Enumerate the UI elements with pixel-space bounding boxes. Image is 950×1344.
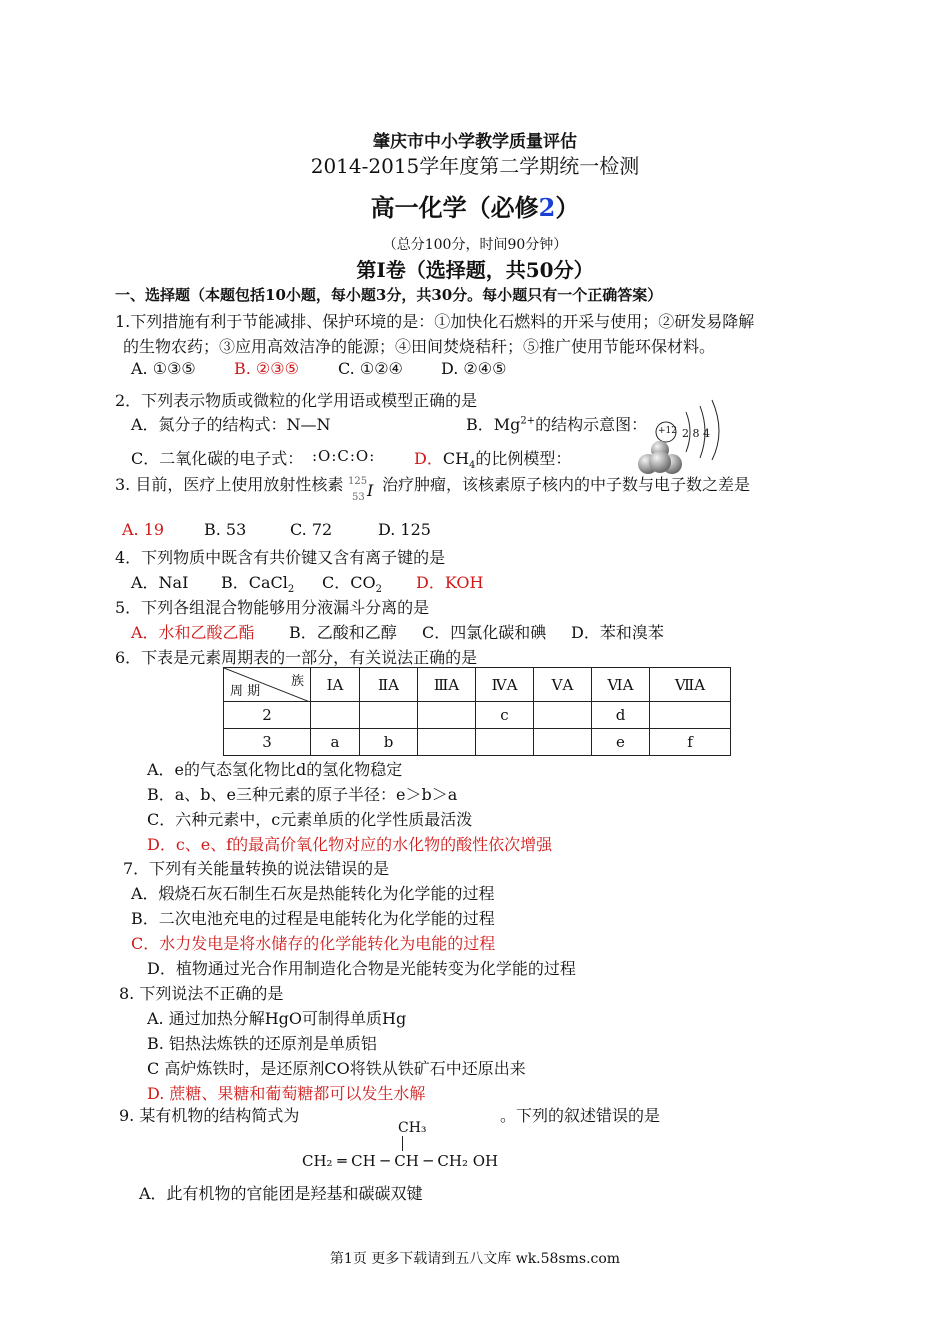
table-header: ⅣA	[476, 668, 534, 702]
q4-option-b	[221, 570, 294, 595]
q5-option-c: C．四氯化碳和碘	[422, 623, 547, 642]
q5-option-b: B．乙酸和乙醇	[289, 623, 397, 642]
table-header: ⅤA	[534, 668, 592, 702]
q2-option-a: A．氮分子的结构式：N—N	[131, 415, 331, 434]
q2-option-b-pre: B．Mg	[466, 415, 521, 434]
q2-option-b-post: 的结构示意图：	[535, 415, 648, 434]
q4-option-b-pre: B．CaCl	[221, 573, 288, 592]
element-cell	[418, 729, 476, 756]
table-header: ⅥA	[592, 668, 650, 702]
table-header: IA	[311, 668, 360, 702]
q9-option-a: A．此有机物的官能团是羟基和碳碳双键	[139, 1184, 423, 1203]
q3-element-symbol: I	[367, 481, 374, 500]
term-title: 2014-2015学年度第二学期统一检测	[310, 154, 640, 178]
page-footer: 第1页 更多下载请到五八文库 wk.58sms.com	[329, 1251, 621, 1267]
q3-option-a: A. 19	[122, 520, 165, 539]
mg-nucleus-charge: +12	[658, 426, 677, 436]
element-cell: c	[476, 702, 534, 729]
element-cell	[311, 702, 360, 729]
table-header: ⅡA	[360, 668, 418, 702]
q4-option-c-pre: C．CO	[322, 573, 376, 592]
q6-option-c: C．六种元素中，c元素单质的化学性质最活泼	[147, 810, 473, 829]
q9-carbon-chain: CH₂ ═ CH ─ CH ─ CH₂ OH	[302, 1152, 499, 1170]
element-cell	[534, 702, 592, 729]
q8-option-d: D. 蔗糖、果糖和葡萄糖都可以发生水解	[147, 1084, 426, 1103]
periodic-table	[223, 667, 731, 756]
period-cell: 3	[224, 729, 311, 756]
subject-suffix: ）	[555, 193, 580, 222]
element-cell	[360, 702, 418, 729]
q1-option-c: C. ①②④	[338, 359, 403, 378]
q1-option-d: D. ②④⑤	[441, 359, 507, 378]
co2-electron-formula: :O:C:O:	[312, 447, 376, 465]
q3-stem-post: 治疗肿瘤，该核素原子核内的中子数与电子数之差是	[382, 475, 751, 494]
q3-atomic-number: 53	[352, 492, 365, 503]
mg-shell-electrons: 2 8 4	[682, 427, 710, 440]
q9-vertical-bond	[402, 1136, 403, 1151]
q8-stem: 8. 下列说法不正确的是	[119, 984, 284, 1003]
q3-option-c: C. 72	[290, 520, 333, 539]
q4-option-c-sub: 2	[375, 584, 382, 596]
element-cell	[650, 702, 731, 729]
q3-option-d: D. 125	[378, 520, 431, 539]
q8-option-b: B. 铝热法炼铁的还原剂是单质铝	[147, 1034, 377, 1053]
table-corner-cell	[224, 668, 311, 702]
q4-option-a: A．NaI	[131, 573, 189, 592]
q2-option-d-pre: CH	[442, 449, 470, 468]
element-cell	[534, 729, 592, 756]
q7-option-b: B．二次电池充电的过程是电能转化为化学能的过程	[131, 909, 495, 928]
q9-methyl-group: CH₃	[398, 1120, 427, 1136]
q5-stem: 5．下列各组混合物能够用分液漏斗分离的是	[115, 598, 430, 617]
subject-number: 2	[538, 193, 556, 222]
q7-option-a: A．煅烧石灰石制生石灰是热能转化为化学能的过程	[131, 884, 495, 903]
element-cell	[418, 702, 476, 729]
element-cell: f	[650, 729, 731, 756]
q4-stem: 4．下列物质中既含有共价键又含有离子键的是	[115, 548, 446, 567]
q1-stem-line1: 1.下列措施有利于节能减排、保护环境的是：①加快化石燃料的开采与使用；②研发易降解	[115, 312, 755, 331]
q6-option-a: A．e的气态氢化物比d的氢化物稳定	[147, 760, 403, 779]
table-row	[224, 729, 731, 756]
table-row	[224, 702, 731, 729]
q2-option-c: C．二氧化碳的电子式：	[131, 449, 304, 468]
element-cell	[476, 729, 534, 756]
q6-option-d-text: D．c、e、f的最高价氧化物对应的水化物的酸性依次增强	[147, 835, 553, 854]
table-header: ⅢA	[418, 668, 476, 702]
q9-stem-post: 。下列的叙述错误的是	[500, 1106, 661, 1125]
q2-stem: 2．下列表示物质或微粒的化学用语或模型正确的是	[115, 391, 478, 410]
q2-option-d-sub: 4	[469, 460, 476, 472]
q7-stem: 7．下列有关能量转换的说法错误的是	[123, 859, 390, 878]
q3-stem-pre: 3. 目前，医疗上使用放射性核素	[115, 475, 344, 494]
q1-option-a: A. ①③⑤	[131, 359, 196, 378]
q1-stem-line2: 的生物农药；③应用高效洁净的能源；④田间焚烧秸秆；⑤推广使用节能环保材料。	[123, 337, 716, 356]
q4-option-c	[322, 570, 382, 595]
volume-title: 第Ⅰ卷（选择题，共50分）	[356, 258, 594, 282]
subject-title	[0, 188, 950, 223]
q3-option-b: B. 53	[204, 520, 247, 539]
q2-option-b-charge: 2+	[520, 415, 536, 427]
q9-stem-pre: 9. 某有机物的结构简式为	[119, 1106, 300, 1125]
element-cell: e	[592, 729, 650, 756]
q2-option-d-post: 的比例模型：	[475, 449, 572, 468]
element-cell: b	[360, 729, 418, 756]
org-title: 肇庆市中小学教学质量评估	[373, 132, 577, 152]
table-header: ⅦA	[650, 668, 731, 702]
q7-option-d: D．植物通过光合作用制造化合物是光能转变为化学能的过程	[147, 959, 576, 978]
q8-option-a: A. 通过加热分解HgO可制得单质Hg	[147, 1009, 407, 1028]
q1-option-b: B. ②③⑤	[234, 359, 299, 378]
subject-prefix: 高一化学（必修	[370, 193, 539, 222]
q3-mass-number: 125	[348, 476, 368, 487]
q2-option-d	[414, 446, 571, 471]
q6-stem: 6．下表是元素周期表的一部分，有关说法正确的是	[115, 648, 478, 667]
q4-option-d: D．KOH	[416, 573, 484, 592]
corner-label-group: 族	[290, 674, 304, 689]
q2-option-b	[466, 412, 647, 435]
q6-option-d	[147, 832, 552, 855]
section-title: 一、选择题（本题包括10小题，每小题3分，共30分。每小题只有一个正确答案）	[115, 286, 663, 304]
q8-option-c: C 高炉炼铁时，是还原剂CO将铁从铁矿石中还原出来	[147, 1059, 526, 1078]
element-cell: d	[592, 702, 650, 729]
element-cell: a	[311, 729, 360, 756]
q7-option-c: C．水力发电是将水储存的化学能转化为电能的过程	[131, 934, 496, 953]
q5-option-a: A．水和乙酸乙酯	[131, 623, 255, 642]
periodic-table-grid	[223, 667, 731, 756]
total-score-note: （总分100分，时间90分钟）	[382, 237, 568, 253]
corner-label-period: 周 期	[230, 684, 261, 699]
q4-option-b-sub: 2	[287, 584, 295, 596]
q6-option-b: B．a、b、e三种元素的原子半径：e＞b＞a	[147, 785, 458, 804]
q5-option-d: D．苯和溴苯	[571, 623, 664, 642]
period-cell: 2	[224, 702, 311, 729]
q2-option-d-label: D．	[414, 449, 443, 468]
